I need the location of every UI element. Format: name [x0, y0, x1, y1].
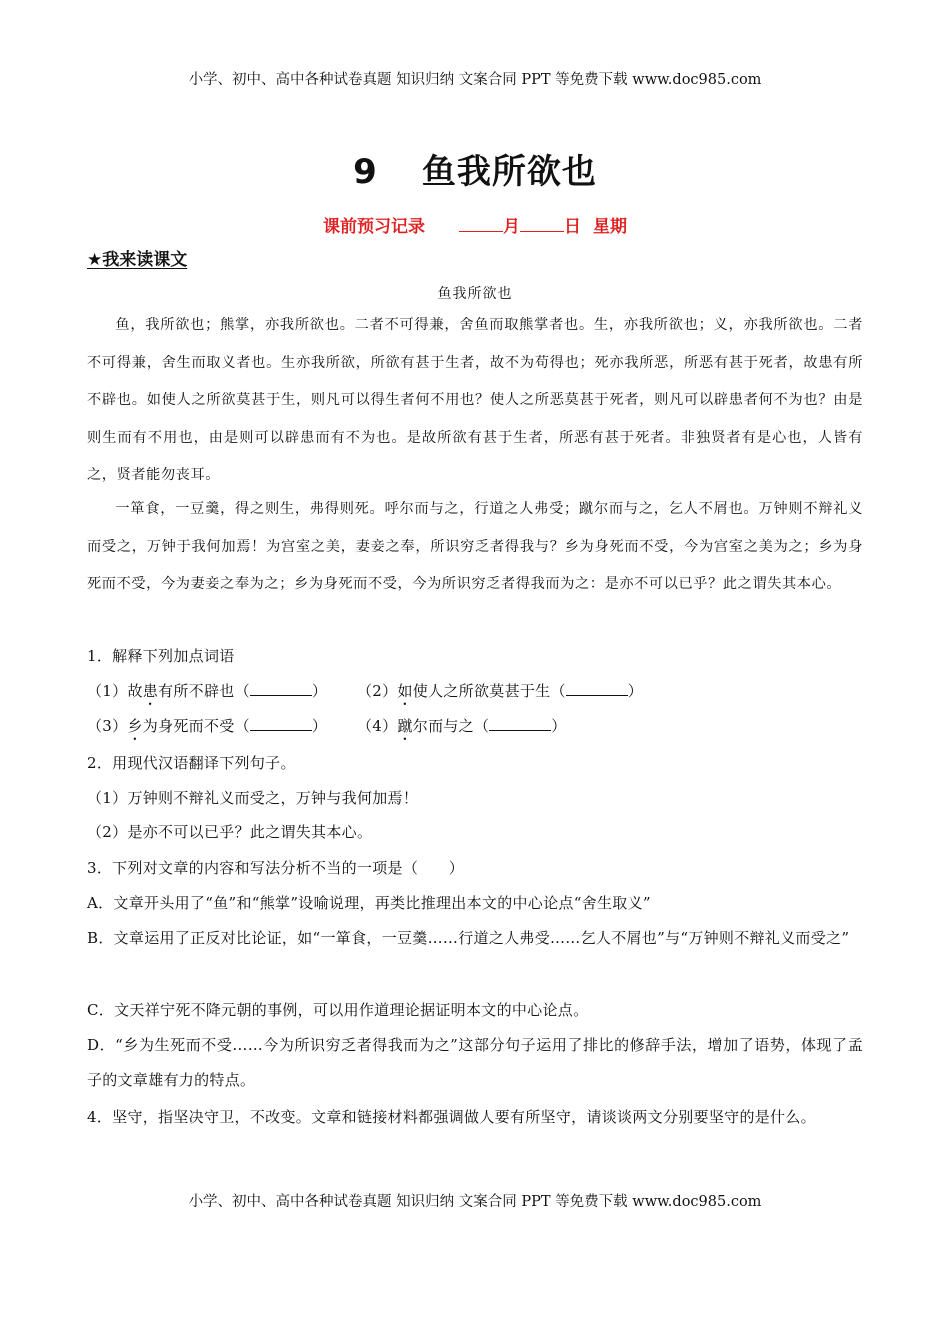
question-4-stem: 4．坚守，指坚决守卫，不改变。文章和链接材料都强调做人要有所坚守，请谈谈两文分别要坚守的是什么。	[87, 1108, 816, 1126]
answer-blank	[566, 681, 628, 696]
question-3-stem: 3．下列对文章的内容和写法分析不当的一项是（ ）	[87, 859, 465, 877]
section-heading: ★我来读课文	[87, 250, 188, 270]
record-weekday: 星期	[593, 217, 627, 237]
q1-item-4: （4）蹴尔而与之（ ）	[357, 717, 567, 735]
question-1-row-1	[87, 674, 863, 709]
lesson-title-text: 鱼我所欲也	[421, 152, 597, 192]
q1-item-2: （2）如使人之所欲莫甚于生（ ）	[357, 682, 644, 700]
question-3-option-d: D．“乡为生死而不受……今为所识穷乏者得我而为之”这部分句子运用了排比的修辞手法，增加了语势，体现了孟子的文章雄有力的特点。	[87, 1036, 863, 1089]
page-header: 小学、初中、高中各种试卷真题 知识归纳 文案合同 PPT 等免费下载 www.doc985.com	[188, 72, 762, 88]
question-1-row-2	[87, 709, 863, 744]
question-2-stem: 2．用现代汉语翻译下列句子。	[87, 754, 296, 772]
question-3-option-b: B．文章运用了正反对比论证，如“一箪食，一豆羹……行道之人弗受……乞人不屑也”与“万钟则不辩礼义而受之”	[87, 929, 850, 947]
q1-item-3: （3）乡为身死而不受（ ）	[87, 717, 328, 735]
month-blank	[459, 217, 503, 232]
lesson-number: 9	[353, 152, 378, 192]
answer-blank	[250, 681, 312, 696]
q1-item-1: （1）故患有所不辟也（ ）	[87, 682, 328, 700]
passage-paragraph-2: 一箪食，一豆羹，得之则生，弗得则死。呼尔而与之，行道之人弗受；蹴尔而与之，乞人不屑也。万钟则不辩礼义而受之，万钟于我何加焉！为宫室之美，妻妾之奉，所识穷乏者得我与？乡为身死而不受，今为宫室之美为之；乡为身死而不受，今为妻妾之奉为之；乡为身死而不受，今为所识穷乏者得我而为之：是亦不可以已乎？此之谓失其本心。	[87, 501, 863, 592]
day-blank	[520, 217, 564, 232]
question-3-option-a: A．文章开头用了“鱼”和“熊掌”设喻说理，再类比推理出本文的中心论点“舍生取义”	[87, 894, 651, 912]
answer-blank	[489, 716, 551, 731]
passage-paragraph-1: 鱼，我所欲也；熊掌，亦我所欲也。二者不可得兼，舍鱼而取熊掌者也。生，亦我所欲也；义，亦我所欲也。二者不可得兼，舍生而取义者也。生亦我所欲，所欲有甚于生者，故不为苟得也；死亦我所恶，所恶有甚于死者，故患有所不辟也。如使人之所欲莫甚于生，则凡可以得生者何不用也？使人之所恶莫甚于死者，则凡可以辟患者何不为也？由是则生而有不用也，由是则可以辟患而有不为也。是故所欲有甚于生者，所恶有甚于死者。非独贤者有是心也，人皆有之，贤者能勿丧耳。	[87, 317, 863, 483]
record-day: 日	[564, 217, 581, 237]
question-2-sentence-1: （1）万钟则不辩礼义而受之，万钟与我何加焉！	[87, 789, 419, 807]
answer-blank	[250, 716, 312, 731]
question-2-sentence-2: （2）是亦不可以已乎？此之谓失其本心。	[87, 823, 373, 841]
question-3-option-c: C．文天祥宁死不降元朝的事例，可以用作道理论据证明本文的中心论点。	[87, 1001, 589, 1019]
passage-title: 鱼我所欲也	[437, 286, 513, 302]
record-month: 月	[503, 217, 520, 237]
lesson-title	[0, 144, 950, 193]
page-footer: 小学、初中、高中各种试卷真题 知识归纳 文案合同 PPT 等免费下载 www.doc985.com	[188, 1194, 762, 1210]
record-label: 课前预习记录	[323, 217, 425, 237]
preview-record-line	[0, 212, 950, 237]
question-1-stem: 1．解释下列加点词语	[87, 647, 235, 665]
